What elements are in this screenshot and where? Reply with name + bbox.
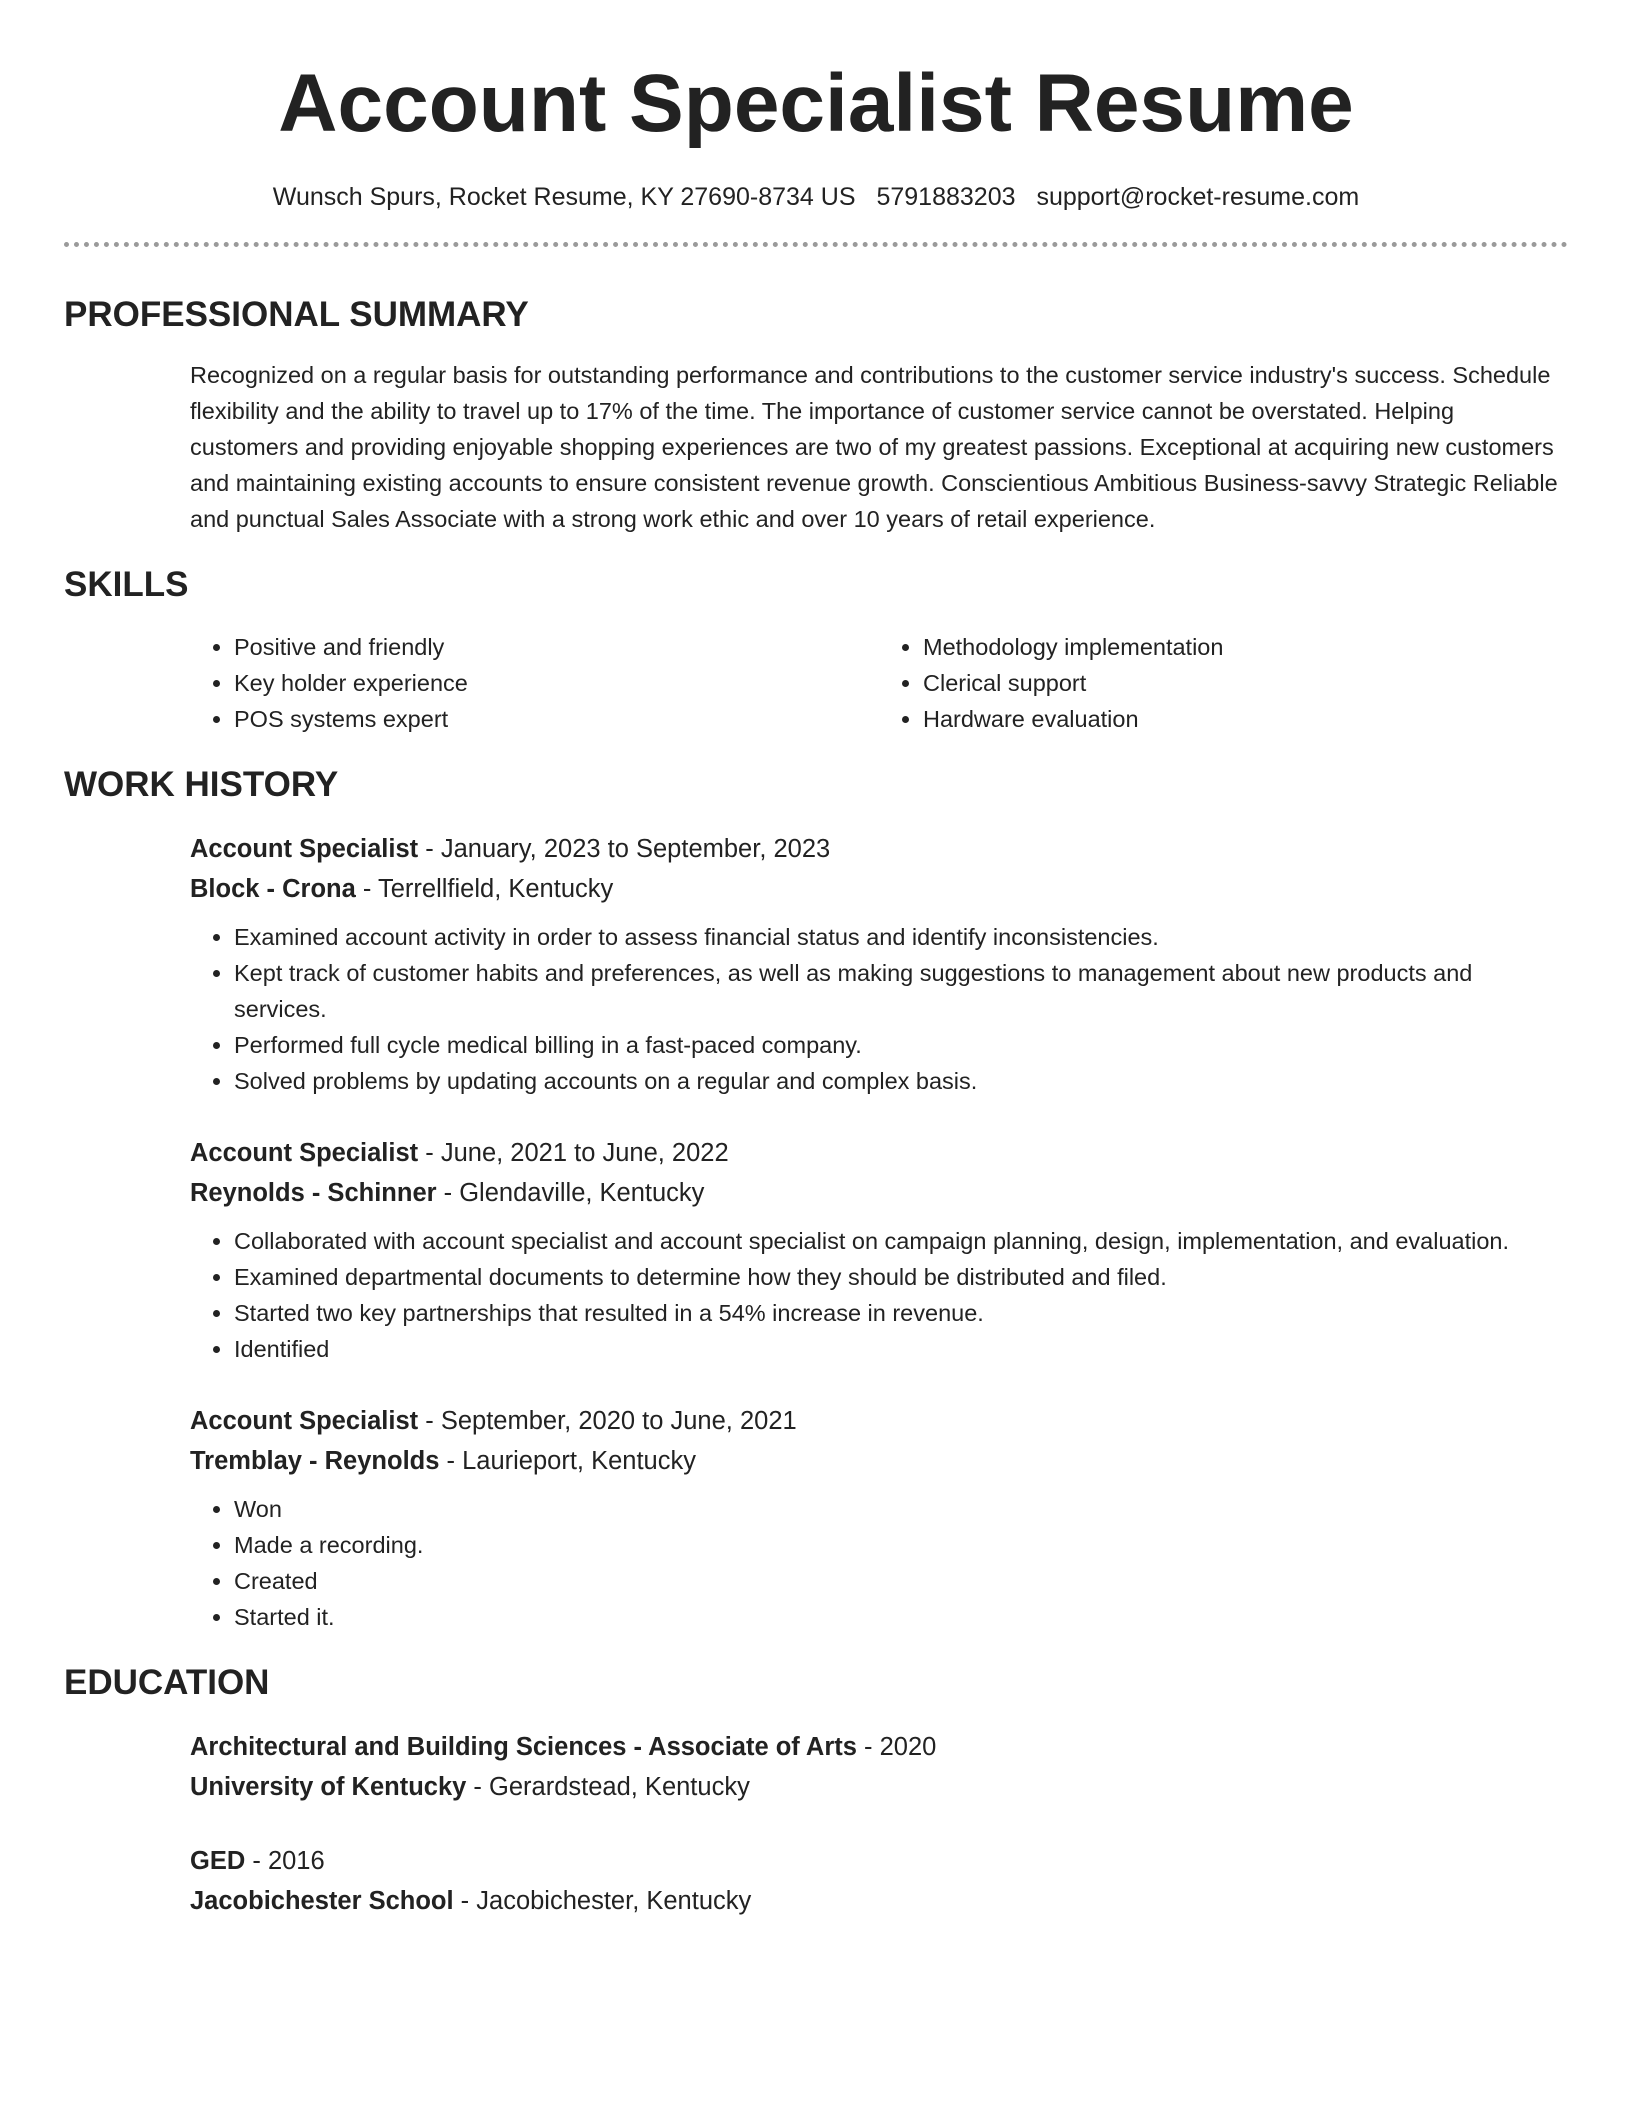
job-bullet: • Collaborated with account specialist and account specialist on campaign planning, design, implementation, and evaluation. — [234, 1223, 1568, 1259]
job-entry — [190, 829, 1568, 1099]
school: Jacobichester School — [190, 1887, 454, 1915]
degree-line: GED - 2016 — [190, 1847, 325, 1875]
degree-line: Architectural and Building Sciences - Associate of Arts - 2020 — [190, 1733, 937, 1761]
skills-section — [64, 563, 1568, 737]
skill-item: • Key holder experience — [234, 665, 879, 701]
header-divider — [64, 242, 1568, 247]
degree: Architectural and Building Sciences - Associate of Arts — [190, 1733, 857, 1761]
job-bullet: • Started it. — [234, 1599, 1568, 1635]
job-bullet: • Won — [234, 1491, 1568, 1527]
school-line: Jacobichester School - Jacobichester, Kentucky — [190, 1887, 752, 1915]
school-location: Gerardstead, Kentucky — [489, 1773, 750, 1801]
job-bullet: • Made a recording. — [234, 1527, 1568, 1563]
contact-email: support@rocket-resume.com — [1036, 183, 1360, 211]
school-line: University of Kentucky - Gerardstead, Kentucky — [190, 1773, 750, 1801]
job-entry — [190, 1133, 1568, 1367]
skills-list-left — [190, 629, 879, 737]
contact-address: Wunsch Spurs, Rocket Resume, KY 27690-8734 US — [272, 183, 856, 211]
job-bullet: • Kept track of customer habits and preferences, as well as making suggestions to management about new products and services. — [234, 955, 1568, 1027]
resume-title: Account Specialist Resume — [278, 58, 1354, 149]
professional-summary-section — [64, 293, 1568, 537]
job-dates: January, 2023 to September, 2023 — [440, 835, 831, 863]
job-bullet: • Examined departmental documents to determine how they should be distributed and filed. — [234, 1259, 1568, 1295]
contact-line — [64, 180, 1568, 214]
skills-list-right — [879, 629, 1568, 737]
skill-item: • Positive and friendly — [234, 629, 879, 665]
job-bullet: • Started two key partnerships that resulted in a 54% increase in revenue. — [234, 1295, 1568, 1331]
job-title: Account Specialist — [190, 1407, 419, 1435]
skill-item: • POS systems expert — [234, 701, 879, 737]
skill-item: • Clerical support — [923, 665, 1568, 701]
skills-columns — [190, 629, 1568, 737]
job-dates: September, 2020 to June, 2021 — [440, 1407, 797, 1435]
job-bullet: • Performed full cycle medical billing in a fast-paced company. — [234, 1027, 1568, 1063]
school-location: Jacobichester, Kentucky — [476, 1887, 752, 1915]
job-bullet: • Identified — [234, 1331, 1568, 1367]
section-heading: EDUCATION — [64, 1663, 270, 1702]
job-title: Account Specialist — [190, 835, 419, 863]
job-bullet: • Examined account activity in order to assess financial status and identify inconsistencies. — [234, 919, 1568, 955]
section-heading: SKILLS — [64, 565, 189, 604]
section-heading: WORK HISTORY — [64, 765, 339, 804]
job-company-line: Tremblay - Reynolds - Laurieport, Kentucky — [190, 1447, 696, 1475]
job-location: Glendaville, Kentucky — [459, 1179, 705, 1207]
degree: GED — [190, 1847, 246, 1875]
degree-year: 2016 — [267, 1847, 325, 1875]
job-bullets — [190, 919, 1568, 1099]
job-location: Laurieport, Kentucky — [462, 1447, 696, 1475]
education-entry — [190, 1727, 1568, 1807]
job-dates: June, 2021 to June, 2022 — [440, 1139, 729, 1167]
job-company-line: Reynolds - Schinner - Glendaville, Kentucky — [190, 1179, 705, 1207]
education-section — [64, 1661, 1568, 1921]
skill-item: • Hardware evaluation — [923, 701, 1568, 737]
job-company: Tremblay - Reynolds — [190, 1447, 440, 1475]
skill-item: • Methodology implementation — [923, 629, 1568, 665]
contact-phone: 5791883203 — [876, 183, 1016, 211]
education-entry — [190, 1841, 1568, 1921]
summary-text: Recognized on a regular basis for outstanding performance and contributions to the customer service industry's success. Schedule flexibility and the ability to travel up to 17% of the time. The importance of customer service cannot be overstated. Helping customers and providing enjoyable shopping experiences are two of my greatest passions. Exceptional at acquiring new customers and maintaining existing accounts to ensure consistent revenue growth. Conscientious Ambitious Business-savvy Strategic Reliable and punctual Sales Associate with a strong work ethic and over 10 years of retail experience. — [190, 362, 1558, 532]
job-bullet: • Created — [234, 1563, 1568, 1599]
job-bullets — [190, 1491, 1568, 1635]
job-company: Block - Crona — [190, 875, 356, 903]
school: University of Kentucky — [190, 1773, 467, 1801]
job-entry — [190, 1401, 1568, 1635]
job-title: Account Specialist — [190, 1139, 419, 1167]
job-title-line: Account Specialist - January, 2023 to September, 2023 — [190, 835, 831, 863]
job-title-line: Account Specialist - June, 2021 to June, 2022 — [190, 1139, 729, 1167]
job-bullet: • Solved problems by updating accounts on a regular and complex basis. — [234, 1063, 1568, 1099]
job-title-line: Account Specialist - September, 2020 to June, 2021 — [190, 1407, 797, 1435]
degree-year: 2020 — [879, 1733, 937, 1761]
job-location: Terrellfield, Kentucky — [377, 875, 614, 903]
job-company: Reynolds - Schinner — [190, 1179, 437, 1207]
job-bullets — [190, 1223, 1568, 1367]
section-heading: PROFESSIONAL SUMMARY — [64, 295, 529, 334]
work-history-section — [64, 763, 1568, 1635]
job-company-line: Block - Crona - Terrellfield, Kentucky — [190, 875, 614, 903]
